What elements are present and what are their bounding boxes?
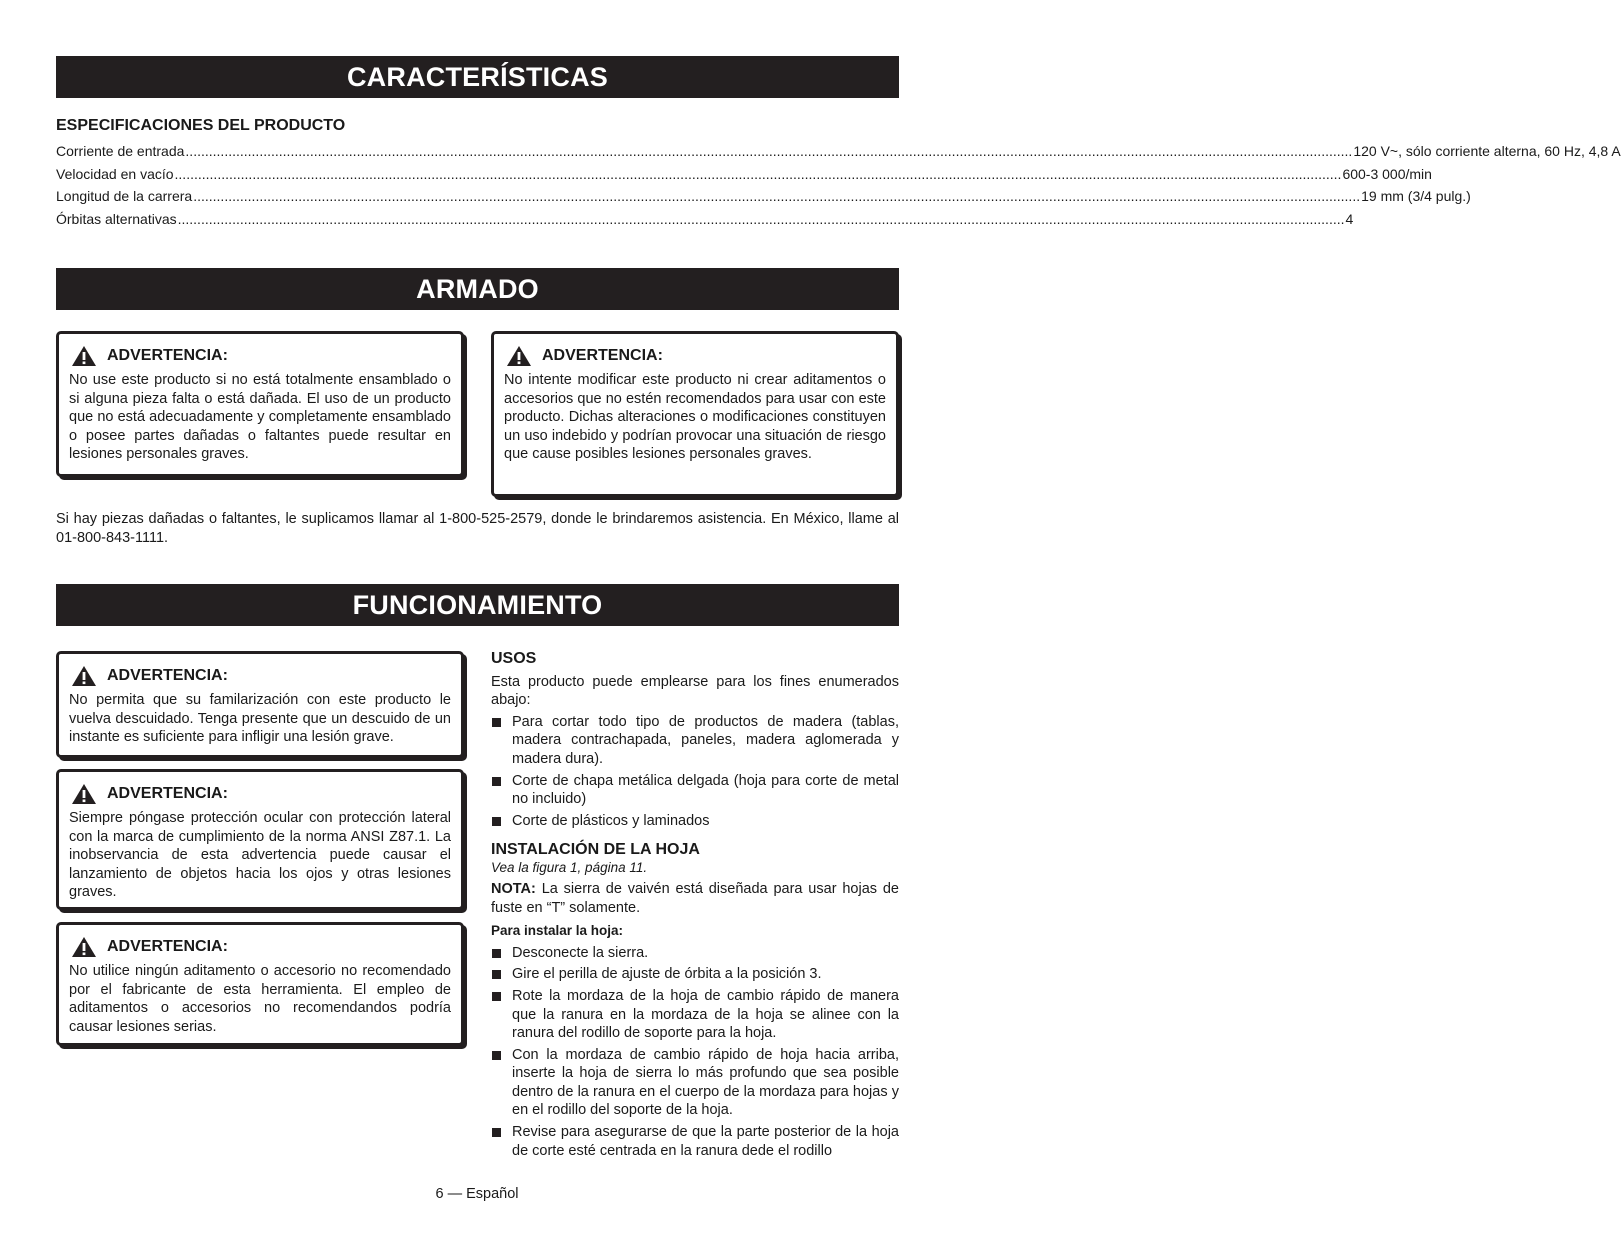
warning-label: ADVERTENCIA: xyxy=(542,347,663,364)
spec-label: Órbitas alternativas xyxy=(56,211,177,227)
warning-text: No intente modificar este producto ni crear aditamentos o accesorios que no estén recomendados para usar con este producto. Dichas alteraciones o modificaciones constituyen un uso indebido y podrían provocar una situación de riesgo que cause posibles lesiones personales graves. xyxy=(504,372,886,463)
warning-box xyxy=(56,651,464,758)
dot-leader: ............................................................................................................................................................................................................................................................................................................ xyxy=(177,211,1345,227)
list-item: Con la mordaza de cambio rápido de hoja hacia arriba, inserte la hoja de sierra lo más profundo que sea posible dentro de la ranura en el cuerpo de la mordaza para hojas y en el rodillo del soporte de la hoja. xyxy=(491,1046,899,1120)
list-item: Corte de chapa metálica delgada (hoja para corte de metal no incluido) xyxy=(491,772,899,809)
steps-heading: Para instalar la hoja: xyxy=(491,923,624,939)
spec-value: 4 xyxy=(1345,211,1354,227)
warning-triangle-icon xyxy=(71,345,97,367)
list-item: Revise para asegurarse de que la parte posterior de la hoja de corte esté centrada en la ranura dede el rodillo xyxy=(491,1123,899,1160)
warning-box xyxy=(56,922,464,1046)
warning-header xyxy=(69,345,451,367)
warning-triangle-icon xyxy=(71,936,97,958)
section-banner-funcionamiento: FUNCIONAMIENTO xyxy=(56,584,899,626)
list-item: Corte de plásticos y laminados xyxy=(491,812,899,831)
warning-triangle-icon xyxy=(71,665,97,687)
warning-text: No use este producto si no está totalmente ensamblado o si alguna pieza falta o está dañada. El uso de un producto que no está adecuadamente y completamente ensamblado o posee partes dañadas o faltantes puede resultar en lesiones personales graves. xyxy=(69,372,451,463)
dot-leader: ............................................................................................................................................................................................................................................................................................................ xyxy=(174,166,1342,182)
nota-label: NOTA: xyxy=(491,880,536,897)
warning-triangle-icon xyxy=(71,783,97,805)
spec-label: Velocidad en vacío xyxy=(56,166,174,182)
warning-label: ADVERTENCIA: xyxy=(107,785,228,802)
warning-text: No utilice ningún aditamento o accesorio no recomendado por el fabricante de esta herramienta. El empleo de aditamentos o accesorios no recomendandos podría causar lesiones serias. xyxy=(69,963,451,1035)
warning-text: Siempre póngase protección ocular con protección lateral con la marca de cumplimiento de la norma ANSI Z87.1. La inobservancia de esta advertencia puede causar el lanzamiento de objetos hacia los ojos y otras lesiones graves. xyxy=(69,810,451,901)
spec-row xyxy=(56,210,1354,228)
warning-box xyxy=(56,331,464,477)
figure-reference: Vea la figura 1, página 11. xyxy=(491,859,648,875)
list-item: Desconecte la sierra. xyxy=(491,944,899,963)
armado-note: Si hay piezas dañadas o faltantes, le suplicamos llamar al 1-800-525-2579, donde le brindaremos asistencia. En México, llame al 01-800-843-1111. xyxy=(56,511,899,546)
spec-heading: ESPECIFICACIONES DEL PRODUCTO xyxy=(56,117,346,134)
warning-box xyxy=(491,331,899,497)
warning-header xyxy=(69,783,451,805)
spec-row xyxy=(56,142,1621,160)
dot-leader: ............................................................................................................................................................................................................................................................................................................ xyxy=(185,143,1353,159)
usos-heading: USOS xyxy=(491,650,537,667)
spec-value: 19 mm (3/4 pulg.) xyxy=(1361,188,1471,204)
spec-row xyxy=(56,187,1471,205)
warning-text: No permita que su familarización con este producto le vuelva descuidado. Tenga presente que un descuido de un instante es suficiente para infligir una lesión grave. xyxy=(69,692,451,746)
warning-triangle-icon xyxy=(506,345,532,367)
warning-header xyxy=(69,936,451,958)
page-footer: 6 — Español xyxy=(435,1186,519,1202)
usos-list xyxy=(491,713,899,831)
section-banner-armado: ARMADO xyxy=(56,268,899,310)
warning-label: ADVERTENCIA: xyxy=(107,938,228,955)
warning-header xyxy=(504,345,886,367)
list-item: Gire el perilla de ajuste de órbita a la posición 3. xyxy=(491,965,899,984)
usos-intro: Esta producto puede emplearse para los fines enumerados abajo: xyxy=(491,673,899,709)
right-column xyxy=(491,650,899,1160)
spec-value: 120 V~, sólo corriente alterna, 60 Hz, 4,8 A xyxy=(1353,143,1621,159)
spec-value: 600-3 000/min xyxy=(1342,166,1432,182)
spec-row xyxy=(56,165,1432,183)
list-item: Rote la mordaza de la hoja de cambio rápido de manera que la ranura en la mordaza de la hoja se alinee con la ranura del rodillo de soporte para la hoja. xyxy=(491,987,899,1043)
warning-header xyxy=(69,665,451,687)
nota-text: La sierra de vaivén está diseñada para usar hojas de fuste en “T” solamente. xyxy=(491,880,899,916)
spec-label: Corriente de entrada xyxy=(56,143,185,159)
section-banner-caracteristicas: CARACTERÍSTICAS xyxy=(56,56,899,98)
instalacion-heading: INSTALACIÓN DE LA HOJA xyxy=(491,841,700,859)
warning-label: ADVERTENCIA: xyxy=(107,667,228,684)
steps-list xyxy=(491,944,899,1161)
list-item: Para cortar todo tipo de productos de madera (tablas, madera contrachapada, paneles, madera aglomerada y madera dura). xyxy=(491,713,899,769)
nota-paragraph xyxy=(491,880,899,917)
warning-box xyxy=(56,769,464,910)
warning-label: ADVERTENCIA: xyxy=(107,347,228,364)
spec-label: Longitud de la carrera xyxy=(56,188,193,204)
dot-leader: ............................................................................................................................................................................................................................................................................................................ xyxy=(193,188,1361,204)
